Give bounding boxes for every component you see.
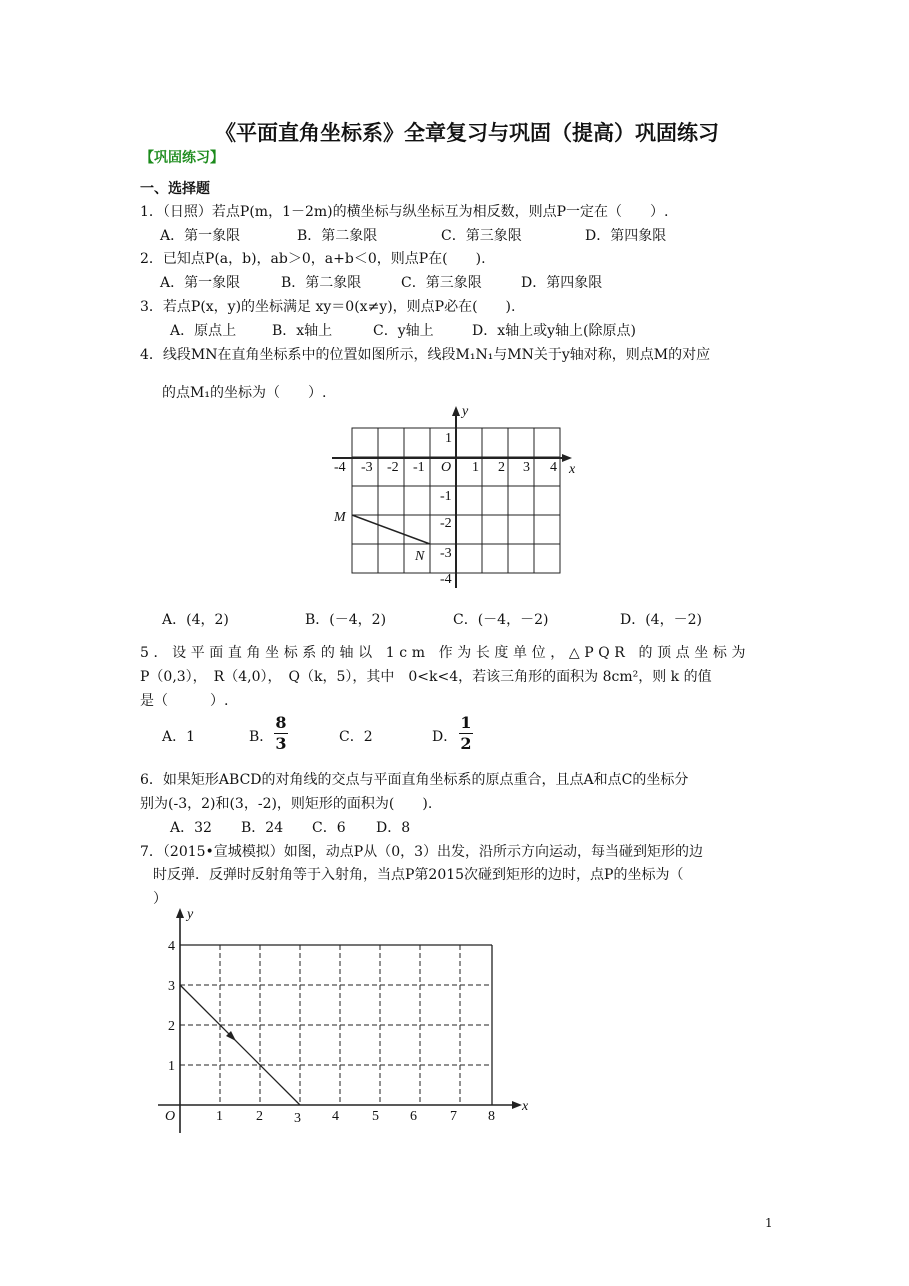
- q4-y-label: 1: [445, 431, 452, 446]
- q4-option-b: B．(－4，2): [305, 612, 387, 628]
- q7-axes: [158, 914, 516, 1133]
- q4-option-c: C．(－4，－2): [453, 612, 549, 628]
- q4-stem-line2: 的点M₁的坐标为（ ）.: [162, 385, 327, 401]
- q5-option-d-numerator: 1: [460, 713, 472, 732]
- q6-line2: 别为(-3，2)和(3，-2)，则矩形的面积为( ).: [140, 796, 433, 812]
- q7-line1: 7．（2015•宣城模拟）如图，动点P从（0，3）出发，沿所示方向运动，每当碰到矩形的边: [140, 844, 704, 860]
- q4-origin-label: O: [441, 460, 452, 475]
- q3-option-c: C．y轴上: [373, 323, 434, 339]
- q6-option-a: A．32: [170, 820, 212, 836]
- q7-y-label: 2: [168, 1019, 175, 1034]
- q6-line1: 6．如果矩形ABCD的对角线的交点与平面直角坐标系的原点重合，且点A和点C的坐标分: [140, 772, 689, 788]
- q7-x-arrow-icon: [512, 1101, 522, 1109]
- q6-option-b: B．24: [241, 820, 284, 836]
- q7-x-label: 3: [294, 1111, 301, 1126]
- q4-x-label: 2: [498, 460, 505, 475]
- q1-option-d: D．第四象限: [585, 228, 667, 244]
- q4-y-label: -4: [440, 572, 452, 587]
- section-tag: 【巩固练习】: [140, 150, 224, 166]
- q7-y-label: 1: [168, 1059, 175, 1074]
- q2-option-b: B．第二象限: [281, 275, 362, 291]
- q2-option-d: D．第四象限: [521, 275, 603, 291]
- q4-point-m-label: M: [334, 510, 346, 525]
- q4-x-label: -2: [387, 460, 399, 475]
- q4-y-label: -1: [440, 489, 452, 504]
- q5-line2: P（0,3）， R（4,0）， Q（k，5），其中 0<k<4，若该三角形的面积为 8cm²，则 k 的值: [140, 669, 712, 685]
- q1-option-a: A．第一象限: [160, 228, 241, 244]
- q7-x-label: 4: [332, 1109, 339, 1124]
- q7-axis-x-name: x: [522, 1099, 529, 1114]
- q4-y-label: -2: [440, 516, 452, 531]
- q3-stem: 3．若点P(x，y)的坐标满足 xy＝0(x≠y)，则点P必在( ).: [140, 299, 516, 315]
- q5-option-b: B．: [249, 729, 274, 745]
- q4-x-label: -3: [361, 460, 373, 475]
- q7-grid: [180, 945, 492, 1105]
- q7-x-label: 7: [450, 1109, 457, 1124]
- q2-option-a: A．第一象限: [160, 275, 241, 291]
- q4-option-a: A．(4，2): [162, 612, 229, 628]
- q7-y-arrow-icon: [176, 908, 184, 918]
- q4-x-label: -4: [334, 460, 346, 475]
- q5-line1: 5．设平面直角坐标系的轴以 1cm 作为长度单位，△PQR 的顶点坐标为: [140, 645, 751, 661]
- q5-option-a: A．1: [162, 729, 196, 745]
- q3-option-d: D．x轴上或y轴上(除原点): [472, 323, 636, 339]
- q7-path-segment: [180, 985, 300, 1105]
- q4-x-label: 1: [472, 460, 479, 475]
- q6-option-c: C．6: [312, 820, 346, 836]
- q6-option-d: D．8: [376, 820, 411, 836]
- q5-line3: 是（ ）.: [140, 693, 229, 709]
- q1-stem: 1．（日照）若点P(m，1－2m)的横坐标与纵坐标互为相反数，则点P一定在（ ）.: [140, 204, 669, 220]
- q4-x-label: -1: [413, 460, 425, 475]
- q5-option-b-denominator: 3: [275, 734, 287, 753]
- q4-x-label: 3: [523, 460, 530, 475]
- page-title: 《平面直角坐标系》全章复习与巩固（提高）巩固练习: [215, 121, 719, 145]
- q7-x-label: 2: [256, 1109, 263, 1124]
- q5-option-b-numerator: 8: [275, 713, 287, 732]
- q4-point-n-label: N: [415, 549, 425, 564]
- q7-y-label: 4: [168, 939, 175, 954]
- q5-option-c: C．2: [339, 729, 373, 745]
- q7-x-label: 6: [410, 1109, 417, 1124]
- q1-option-c: C．第三象限: [441, 228, 522, 244]
- q7-line2: 时反弹．反弹时反射角等于入射角，当点P第2015次碰到矩形的边时，点P的坐标为（: [153, 867, 684, 883]
- q7-x-label: 8: [488, 1109, 495, 1124]
- q4-option-d: D．(4，－2): [620, 612, 702, 628]
- q4-stem-line1: 4．线段MN在直角坐标系中的位置如图所示，线段M₁N₁与MN关于y轴对称，则点M的对应: [140, 347, 711, 363]
- q3-option-b: B．x轴上: [272, 323, 333, 339]
- q7-y-label: 3: [168, 979, 175, 994]
- q5-option-d: D．: [432, 729, 458, 745]
- q7-line3: ）: [153, 891, 167, 907]
- q4-axis-y-name: y: [462, 404, 469, 419]
- q2-option-c: C．第三象限: [401, 275, 482, 291]
- q7-axis-y-name: y: [187, 907, 194, 922]
- q1-option-b: B．第二象限: [297, 228, 378, 244]
- section-heading: 一、选择题: [140, 181, 210, 197]
- q7-origin-label: O: [165, 1109, 176, 1124]
- q5-option-d-denominator: 2: [460, 734, 472, 753]
- page-number: 1: [765, 1216, 773, 1230]
- q4-x-label: 4: [550, 460, 557, 475]
- q3-option-a: A．原点上: [170, 323, 237, 339]
- q7-x-label: 1: [216, 1109, 223, 1124]
- q2-stem: 2．已知点P(a，b)，ab＞0，a+b＜0，则点P在( ).: [140, 251, 486, 267]
- q4-axis-x-name: x: [569, 462, 576, 477]
- q7-x-label: 5: [372, 1109, 379, 1124]
- q4-y-label: -3: [440, 546, 452, 561]
